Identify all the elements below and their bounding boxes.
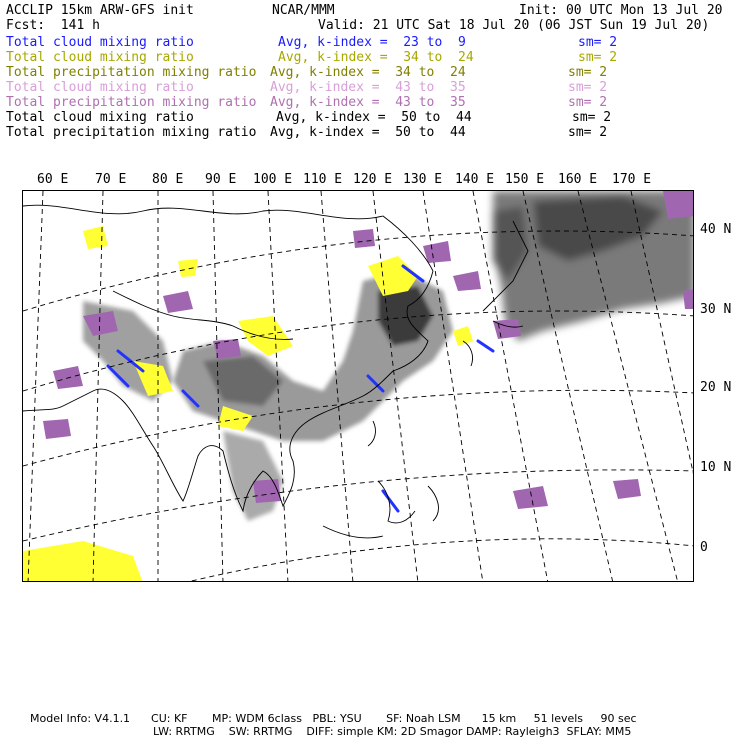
field-smoothing: sm= 2 <box>568 80 608 95</box>
lon-label: 170 E <box>612 172 652 187</box>
lat-label: 30 N <box>700 302 732 317</box>
legend-row <box>6 50 736 65</box>
forecast-map <box>22 190 694 582</box>
east-asia-cloud-band <box>173 271 453 441</box>
field-avg: Avg, k-index = 23 to 9 <box>278 35 466 50</box>
field-smoothing: sm= 2 <box>578 35 618 50</box>
map-svg <box>23 191 694 582</box>
legend-row <box>6 110 736 125</box>
model-title: ACCLIP 15km ARW-GFS init <box>6 3 194 18</box>
lat-label: 20 N <box>700 380 732 395</box>
field-smoothing: sm= 2 <box>568 125 608 140</box>
lon-label: 150 E <box>505 172 545 187</box>
valid-time: Valid: 21 UTC Sat 18 Jul 20 (06 JST Sun 19 Jul 20) <box>318 18 710 33</box>
lon-label: 100 E <box>253 172 293 187</box>
lat-label: 0 <box>700 540 708 555</box>
field-smoothing: sm= 2 <box>578 50 618 65</box>
field-avg: Avg, k-index = 34 to 24 <box>278 50 474 65</box>
field-name: Total cloud mixing ratio <box>6 35 194 50</box>
lon-label: 80 E <box>152 172 184 187</box>
field-name: Total cloud mixing ratio <box>6 80 194 95</box>
field-name: Total precipitation mixing ratio <box>6 95 257 110</box>
lon-label: 90 E <box>205 172 237 187</box>
field-avg: Avg, k-index = 43 to 35 <box>270 80 466 95</box>
lon-label: 160 E <box>558 172 598 187</box>
lat-label: 10 N <box>700 460 732 475</box>
lon-label: 120 E <box>353 172 393 187</box>
lon-label: 60 E <box>37 172 69 187</box>
field-smoothing: sm= 2 <box>572 110 612 125</box>
field-smoothing: sm= 2 <box>568 95 608 110</box>
legend-row <box>6 65 736 80</box>
legend-row <box>6 35 736 50</box>
field-name: Total precipitation mixing ratio <box>6 65 257 80</box>
pacific-cloud-mass <box>493 191 694 341</box>
legend-row <box>6 95 736 110</box>
field-avg: Avg, k-index = 43 to 35 <box>270 95 466 110</box>
field-smoothing: sm= 2 <box>568 65 608 80</box>
lon-label: 130 E <box>403 172 443 187</box>
field-name: Total cloud mixing ratio <box>6 50 194 65</box>
model-info-line2: LW: RRTMG SW: RRTMG DIFF: simple KM: 2D Smagor DAMP: Rayleigh3 SFLAY: MM5 <box>153 725 632 738</box>
lon-label: 110 E <box>303 172 343 187</box>
init-time: Init: 00 UTC Mon 13 Jul 20 <box>519 3 723 18</box>
center-title: NCAR/MMM <box>272 3 335 18</box>
field-name: Total cloud mixing ratio <box>6 110 194 125</box>
legend-row <box>6 125 736 140</box>
lon-label: 70 E <box>95 172 127 187</box>
lat-label: 40 N <box>700 222 732 237</box>
forecast-hour: Fcst: 141 h <box>6 18 100 33</box>
legend-row <box>6 80 736 95</box>
field-avg: Avg, k-index = 50 to 44 <box>276 110 472 125</box>
field-avg: Avg, k-index = 50 to 44 <box>270 125 466 140</box>
model-info-line1: Model Info: V4.1.1 CU: KF MP: WDM 6class PBL: YSU SF: Noah LSM 15 km 51 levels 90 sec <box>30 712 637 725</box>
lon-label: 140 E <box>455 172 495 187</box>
field-name: Total precipitation mixing ratio <box>6 125 257 140</box>
field-avg: Avg, k-index = 34 to 24 <box>270 65 466 80</box>
